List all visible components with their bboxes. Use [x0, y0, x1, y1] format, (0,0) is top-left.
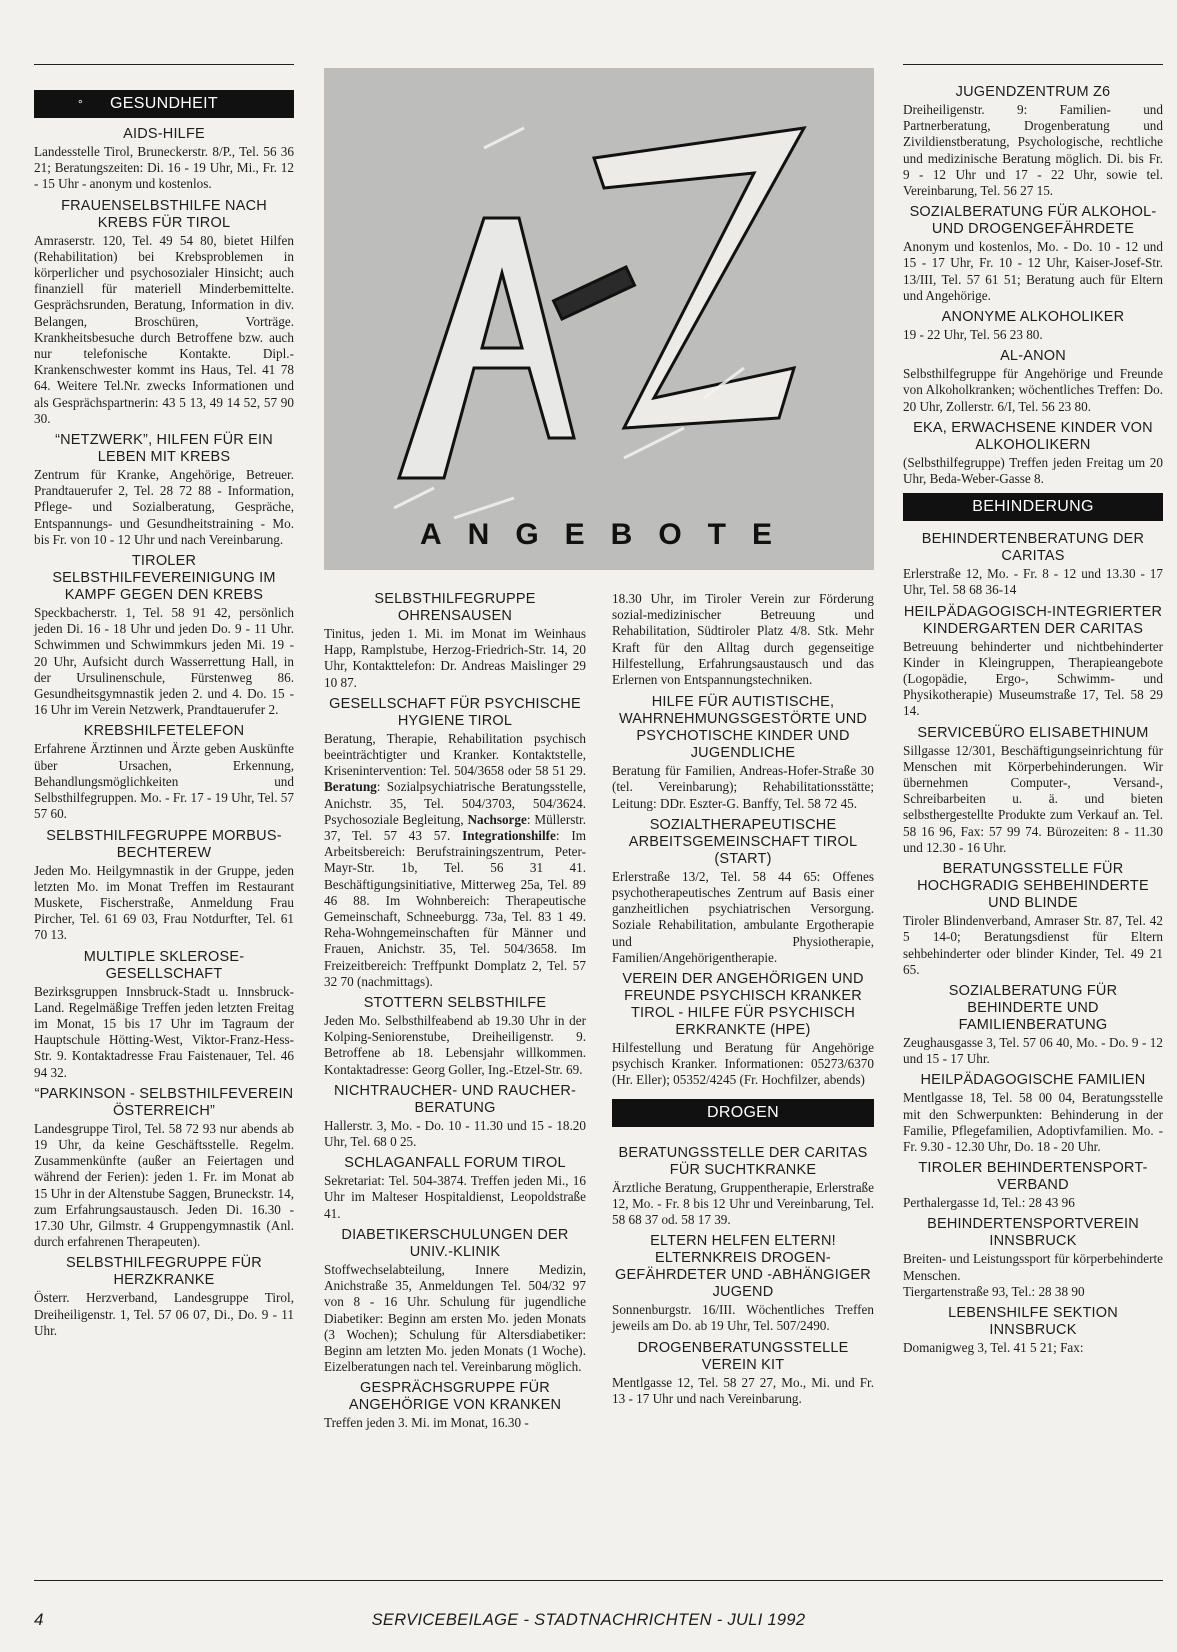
listing-text: Hallerstr. 3, Mo. - Do. 10 - 11.30 und 15 - 18.20 Uhr, Tel. 68 0 25.: [324, 1117, 586, 1150]
text-run: : Im Arbeitsbereich: Berufstrainingszentrum, Peter-Mayr-Str. 1b, Tel. 56 31 41. Beschäftigungsinitiative, Mitterweg 25a, Tel. 89 46 88. Im Wohnbereich: Therapeutische Gemeinschaft, Schneeburgg. 73a, Tel. 83 1 49. Reha-Wohngemeinschaften für Männer und Frauen, Anichstr. 35, Tel. 504/3658. Im Freizeitbereich: Treffpunkt Domplatz 2, Tel. 57 32 70 (nachmittags).: [324, 828, 586, 989]
listing-text: Treffen jeden 3. Mi. im Monat, 16.30 -: [324, 1415, 529, 1431]
listing-heading: KREBSHILFETELEFON: [83, 723, 245, 740]
listing-heading: BERATUNGSSTELLE DER CARITAS FÜR SUCHTKRANKE: [618, 1144, 868, 1178]
listing-heading: AIDS-HILFE: [123, 126, 205, 142]
listing-text: Selbsthilfegruppe für Angehörige und Freunde von Alkoholkranken; wöchentliches Treffen: Do. 20 Uhr, Zollerstr. 6/I, Tel. 56 23 80.: [903, 366, 1163, 414]
bold-term: Nachsorge: [467, 811, 527, 827]
listing-heading: SELBSTHILFEGRUPPE OHRENSAUSEN: [374, 591, 536, 624]
listing-heading: NICHTRAUCHER- UND RAUCHER-BERATUNG: [333, 1082, 577, 1116]
listing-heading: HEILPÄDAGOGISCH-INTEGRIERTER KINDERGARTEN DER CARITAS: [903, 603, 1163, 637]
listing-entry: [903, 1072, 1163, 1155]
listing-text: Sekretariat: Tel. 504-3874. Treffen jeden Mi., 16 Uhr im Malteser Hospitaldienst, Leopoldstraße 41.: [324, 1173, 586, 1221]
listing-heading: SOZIALBERATUNG FÜR BEHINDERTE UND FAMILIENBERATUNG: [948, 982, 1118, 1033]
listing-text: Jeden Mo. Selbsthilfeabend ab 19.30 Uhr in der Kolping-Seniorenstube, Dreiheiligenstr. 9. Betroffene ab 18. Lebensjahr willkommen. Kontaktadresse: Georg Goller, Ing.-Etzel-Str. 69.: [324, 1013, 586, 1077]
listing-entry: [34, 1086, 294, 1251]
listing-text: Dreiheiligenstr. 9: Familien- und Partnerberatung, Drogenberatung und Zivildienstberatung, Psychologische, rechtliche und medizinische Beratung möglich. Di. bis Fr. 9 - 12 Uhr und 17 - 22 Uhr, sowie tel. Vereinbarung, Tel. 56 27 15.: [903, 102, 1163, 199]
listing-heading: SERVICEBÜRO ELISABETHINUM: [917, 724, 1149, 741]
listing-entry: [612, 694, 874, 812]
column-3: [612, 591, 874, 1412]
footer-rule: [34, 1580, 1163, 1581]
column-1: [34, 64, 294, 1344]
listing-heading: TIROLER BEHINDERTENSPORT-VERBAND: [918, 1160, 1148, 1194]
listing-entry: [612, 971, 874, 1089]
listing-heading: SOZIALTHERAPEUTISCHE ARBEITSGEMEINSCHAFT TIROL (START): [628, 816, 858, 867]
entry-list: [612, 694, 874, 1088]
listing-heading: HEILPÄDAGOGISCHE FAMILIEN: [920, 1072, 1146, 1089]
listing-text: Stoffwechselabteilung, Innere Medizin, Anichstraße 35, Anmeldungen Tel. 504/32 97 von 8 - 16 Uhr. Schulung für jugendliche Diabetiker: Beginn am ersten Mo. jeden Monats (3 Wochen); Schulung für Altersdiabetiker: Beginn am letzten Mo. jeden Monats (1 Woche). Eizelberatungen nach tel. Vereinbarung möglich.: [324, 1261, 586, 1375]
listing-text: Domanigweg 3, Tel. 41 5 21; Fax:: [903, 1339, 1084, 1355]
listing-text: Speckbacherstr. 1, Tel. 58 91 42, persönlich jeden Di. 16 - 18 Uhr und jeden Do. 9 - 11 Uhr. Schwimmen und Schwimmkurs jeden Mi. 19 - 20 Uhr, Aufsicht durch Wasserrettung Hall, in der Ursulinenschule, Fürstenweg 86. Gesundheitsgymnastik jeden 2. und 4. Do. 15 - 16 Uhr im Verein Netzwerk, Prandtauerufer 2.: [34, 605, 294, 718]
listing-text: Landesstelle Tirol, Bruneckerstr. 8/P., Tel. 56 36 21; Beratungszeiten: Di. 16 - 19 Uhr, Mi., Fr. 12 - 15 Uhr - anonym und kostenlos.: [34, 144, 294, 192]
entry-list: [34, 126, 294, 1339]
angebote-caption: ANGEBOTE: [419, 518, 798, 551]
listing-text: Erfahrene Ärztinnen und Ärzte geben Auskünfte über Ursachen, Erkennung, Behandlungsmöglichkeiten und Selbsthilfegruppen. Mo. - Fr. 17 - 19 Uhr, Tel. 57 57 60.: [34, 741, 294, 822]
listing-text: Landesgruppe Tirol, Tel. 58 72 93 nur abends ab 19 Uhr, da keine Geschäftsstelle. Regelm. Zusammenkünfte (außer an Feiertagen und während der Ferien): jeden 1. Fr. im Monat ab 15 Uhr in der Altenstube Saggen, Bruneckstr. 14, zum Erfahrungsaustausch. Jeden Di. 16.30 - 17.30 Uhr, Gilmstr. 4 Gruppengymnastik (Anl. durch erfahrenen Therapeuten).: [34, 1120, 294, 1250]
listing-entry: [324, 1227, 586, 1375]
listing-entry: [903, 1160, 1163, 1211]
entry-list: [903, 84, 1163, 487]
listing-heading: SOZIALBERATUNG FÜR ALKOHOL- UND DROGENGEFÄHRDETE: [909, 204, 1157, 238]
listing-heading: GESELLSCHAFT FÜR PSYCHISCHE HYGIENE TIROL: [329, 695, 581, 729]
listing-heading: GESPRÄCHSGRUPPE FÜR ANGEHÖRIGE VON KRANKEN: [348, 1380, 562, 1414]
listing-heading: HILFE FÜR AUTISTISCHE, WAHRNEHMUNGSGESTÖRTE UND PSYCHOTISCHE KINDER UND JUGENDLICHE: [618, 694, 868, 762]
listing-entry: [903, 1216, 1163, 1300]
listing-text: Jeden Mo. Heilgymnastik in der Gruppe, jeden letzten Mo. im Monat Treffen im Restaurant Muskete, Fischerstraße, Anmeldung Frau Pircher, Tel. 61 69 03, Frau Notdurfter, Tel. 61 70 13.: [34, 862, 294, 943]
listing-heading: FRAUENSELBSTHILFE NACH KREBS FÜR TIROL: [61, 197, 267, 231]
listing-text: Erlerstraße 13/2, Tel. 58 44 65: Offenes psychotherapeutisches Zentrum auf Basis einer ganzheitlichen psychiatrischen Versorgung. Soziale Rehabilitation, ambulante Ergotherapie und Physiotherapie, Familien/Angehörigentherapie.: [612, 868, 874, 965]
listing-text: Breiten- und Leistungssport für körperbehinderte Menschen. Tiergartenstraße 93, Tel.: 28 38 90: [903, 1251, 1163, 1299]
listing-heading: STOTTERN SELBSTHILFE: [363, 995, 547, 1012]
listing-entry: [34, 1255, 294, 1339]
bold-term: Beratung: [324, 779, 377, 795]
listing-entry: [324, 1380, 586, 1431]
listing-heading: VEREIN DER ANGEHÖRIGEN UND FREUNDE PSYCHISCH KRANKER TIROL - HILFE FÜR PSYCHISCH ERKRANKTE (HPE): [622, 971, 864, 1039]
listing-heading: “NETZWERK”, HILFEN FÜR EIN LEBEN MIT KREBS: [55, 432, 273, 466]
top-rule: [903, 64, 1163, 65]
listing-heading: JUGENDZENTRUM Z6: [955, 84, 1111, 100]
section-header-gesundheit: [34, 90, 294, 118]
listing-entry: [612, 1233, 874, 1334]
listing-text: Betreuung behinderter und nichtbehinderter Kinder in Kleingruppen, Therapieangebote (Logopädie, Ergo-, Schwimm- und Physikotherapie) Museumstraße 17, Tel. 58 29 14.: [903, 638, 1163, 719]
listing-text: Erlerstraße 12, Mo. - Fr. 8 - 12 und 13.30 - 17 Uhr, Tel. 58 68 36-14: [903, 566, 1163, 598]
listing-heading: BEHINDERTENBERATUNG DER CARITAS: [921, 531, 1145, 565]
listing-text: Zentrum für Kranke, Angehörige, Betreuer. Prandtauerufer 2, Tel. 28 72 88 - Information, Pflege- und Sozialberatung, Gespräche, Entspannungs- und Gesundheitstraining - Mo. bis Fr. von 10 - 12 Uhr und nach Vereinbarung.: [34, 467, 294, 547]
listing-heading: DROGENBERATUNGSSTELLE VEREIN KIT: [637, 1339, 849, 1373]
listing-heading: BERATUNGSSTELLE FÜR HOCHGRADIG SEHBEHINDERTE UND BLINDE: [917, 861, 1149, 912]
listing-heading: EKA, ERWACHSENE KINDER VON ALKOHOLIKERN: [913, 419, 1153, 453]
listing-heading: SELBSTHILFEGRUPPE FÜR HERZKRANKE: [66, 1255, 262, 1289]
section-title: BEHINDERUNG: [972, 498, 1094, 516]
top-rule: [34, 64, 294, 65]
listing-entry: [34, 949, 294, 1081]
listing-entry: [903, 531, 1163, 598]
listing-heading: ELTERN HELFEN ELTERN! ELTERNKREIS DROGEN-GEFÄHRDETER UND -ABHÄNGIGER JUGEND: [615, 1233, 871, 1301]
text-run: : Sozialpsychiatrische Beratungsstelle, Anichstr. 35, Tel. 504/3703, 504/3624. Psychosoziale Begleitung,: [324, 779, 586, 827]
listing-entry: [903, 604, 1163, 720]
listing-heading: SCHLAGANFALL FORUM TIROL: [344, 1155, 566, 1172]
section-header-behinderung: [903, 493, 1163, 521]
entry-list: [324, 591, 586, 1437]
continuation-text: 18.30 Uhr, im Tiroler Verein zur Förderung sozial-medizinischer Betreuung und Rehabilitation, Südtiroler Platz 4/8. Stk. Mehr Kraft für den Alltag durch gegenseitige Hilfestellung, Erfahrungsaustausch und das Erlernen von Entspannungstechniken.: [612, 591, 874, 688]
listing-text: (Selbsthilfegruppe) Treffen jeden Freitag um 20 Uhr, Beda-Weber-Gasse 8.: [903, 454, 1163, 487]
text-run: : Müllerstr. 37, Tel. 57 43 57.: [324, 811, 586, 844]
a-z-brush-graphic: [324, 68, 874, 570]
listing-entry: [903, 725, 1163, 856]
listing-text: Ärztliche Beratung, Gruppentherapie, Erlerstraße 12, Mo. - Fr. 8 bis 12 Uhr und Vereinbarung, Tel. 58 68 37 od. 58 17 39.: [612, 1179, 874, 1228]
listing-text: Perthalergasse 1d, Tel.: 28 43 96: [903, 1195, 1075, 1211]
listing-heading: LEBENSHILFE SEKTION INNSBRUCK: [948, 1304, 1118, 1338]
entry-list: [612, 1145, 874, 1407]
section-title: GESUNDHEIT: [110, 95, 218, 112]
listing-text: Sonnenburgstr. 16/III. Wöchentliches Treffen jeweils am Do. ab 19 Uhr, Tel. 507/2490.: [612, 1302, 874, 1334]
listing-entry: [34, 126, 294, 193]
listing-text: Beratung für Familien, Andreas-Hofer-Straße 30 (tel. Vereinbarung); Rehabilitationsstätte; Leitung: DDr. Eszter-G. Banffy, Tel. 58 72 45.: [612, 763, 874, 811]
listing-entry: [903, 204, 1163, 304]
listing-entry: [324, 1083, 586, 1150]
listing-entry: [324, 1155, 586, 1222]
column-4: [903, 64, 1163, 1361]
listing-text: Zeughausgasse 3, Tel. 57 06 40, Mo. - Do. 9 - 12 und 15 - 17 Uhr.: [903, 1034, 1163, 1067]
listing-text: Anonym und kostenlos, Mo. - Do. 10 - 12 und 15 - 17 Uhr, Fr. 10 - 12 Uhr, Kaiser-Josef-Str. 13/III, Tel. 57 61 51; Beratung auch für Eltern und Angehörige.: [903, 239, 1163, 303]
listing-heading: AL-ANON: [1000, 348, 1066, 365]
footer-text: SERVICEBEILAGE - STADTNACHRICHTEN - JULI 1992: [371, 1611, 806, 1629]
entry-list: [903, 531, 1163, 1356]
listing-heading: “PARKINSON - SELBSTHILFEVEREIN ÖSTERREICH”: [34, 1085, 294, 1119]
listing-entry: [34, 198, 294, 427]
listing-heading: MULTIPLE SKLEROSE-GESELLSCHAFT: [83, 948, 245, 982]
section-header-drogen: [612, 1099, 874, 1127]
listing-text: [324, 731, 586, 990]
listing-text: Sillgasse 12/301, Beschäftigungseinrichtung für Menschen mit Körperbehinderungen. Wir übernehmen Computer-, Versand-, Schreibarbeiten u. ä. und bieten selbsthergestellte Produkte zum Verkauf an. Tel. 58 16 96, Fax: 57 99 74. Bürozeiten: 8 - 11.30 und 12.30 - 16 Uhr.: [903, 742, 1163, 855]
text-run: Beratung, Therapie, Rehabilitation psychisch beeinträchtigter und Kranker. Kontaktstelle, Krisenintervention: Tel. 504/3658 oder 58 51 29.: [324, 730, 586, 779]
listing-entry: [34, 432, 294, 548]
listing-text: Mentlgasse 18, Tel. 58 00 04, Beratungsstelle mit den Schwerpunkten: Behinderung in der Familie, Pflegefamilien, Adoptivfamilien. Mo. - Fr. 9.30 - 12.30 Uhr, Do. 18 - 20 Uhr.: [903, 1090, 1163, 1154]
listing-heading: DIABETIKERSCHULUNGEN DER UNIV.-KLINIK: [341, 1226, 569, 1260]
listing-text: 19 - 22 Uhr, Tel. 56 23 80.: [903, 327, 1043, 343]
page-number: 4: [34, 1610, 44, 1629]
listing-entry: [903, 420, 1163, 487]
listing-heading: BEHINDERTENSPORTVEREIN INNSBRUCK: [927, 1216, 1139, 1250]
listing-text: Bezirksgruppen Innsbruck-Stadt u. Innsbruck-Land. Regelmäßige Treffen jeden letzten Freitag im Monat, 15 bis 17 Uhr im Tagraum der Hauptschule Hötting-West, Viktor-Franz-Hess-Str. 9. Kontaktadresse Frau Faistenauer, Tel. 46 94 32.: [34, 983, 294, 1080]
listing-text: Amraserstr. 120, Tel. 49 54 80, bietet Hilfen (Rehabilitation) bei Krebsproblemen in körperlicher und psychosozialer Hinsicht; auch finanziell für materiell Minderbemittelte. Gesprächsrunden, Beratung, Information in div. Belangen, Broschüren, Vorträge. Krankheitsbesuche durch Betroffene bzw. auch nur telefonische Kontakte. Dipl.-Krankenschwester kommt ins Haus, Tel. 41 78 64. Weitere Tel.Nr. zwecks Informationen und als Gesprächspartnerin: 43 5 13, 49 14 52, 57 90 30.: [34, 232, 294, 426]
listing-entry: [903, 309, 1163, 343]
listing-entry: [612, 817, 874, 966]
listing-text: Österr. Herzverband, Landesgruppe Tirol, Dreiheiligenstr. 1, Tel. 57 06 07, Di., Do. 9 - 11 Uhr.: [34, 1290, 294, 1338]
listing-entry: [34, 553, 294, 718]
listing-entry: [612, 1340, 874, 1407]
listing-entry: [612, 1145, 874, 1229]
bold-term: Integrationshilfe: [462, 828, 556, 844]
listing-heading: SELBSTHILFEGRUPPE MORBUS-BECHTEREW: [46, 827, 282, 861]
listing-text: Hilfestellung und Beratung für Angehörige psychisch Kranker. Informationen: 05273/6370 (Hr. Eller); 05352/4245 (Fr. Hochfilzer, abends): [612, 1040, 874, 1088]
listing-entry: [324, 696, 586, 990]
listing-heading: TIROLER SELBSTHILFEVEREINIGUNG IM KAMPF GEGEN DEN KREBS: [52, 553, 276, 604]
listing-entry: [903, 1305, 1163, 1356]
listing-entry: [34, 828, 294, 944]
section-title: DROGEN: [706, 1103, 780, 1121]
bullet-icon: °: [78, 97, 84, 111]
listing-entry: [903, 84, 1163, 199]
listing-text: Tinitus, jeden 1. Mi. im Monat im Weinhaus Happ, Ramplstube, Herzog-Friedrich-Str. 14, 20 Uhr, Kontakttelefon: Dr. Andreas Maislinger 29 10 87.: [324, 626, 586, 690]
listing-entry: [903, 861, 1163, 978]
listing-entry: [903, 348, 1163, 415]
listing-entry: [34, 723, 294, 822]
a-z-illustration: [324, 68, 874, 570]
listing-text: Tiroler Blindenverband, Amraser Str. 87, Tel. 42 5 14-0; Beratungsdienst für Eltern sehbehinderter oder blinder Kinder, Tel. 49 21 65.: [903, 913, 1163, 977]
listing-entry: [903, 983, 1163, 1067]
listing-text: Mentlgasse 12, Tel. 58 27 27, Mo., Mi. und Fr. 13 - 17 Uhr und nach Vereinbarung.: [612, 1374, 874, 1406]
listing-entry: [324, 995, 586, 1078]
listing-entry: [324, 591, 586, 691]
listing-heading: ANONYME ALKOHOLIKER: [941, 309, 1125, 326]
